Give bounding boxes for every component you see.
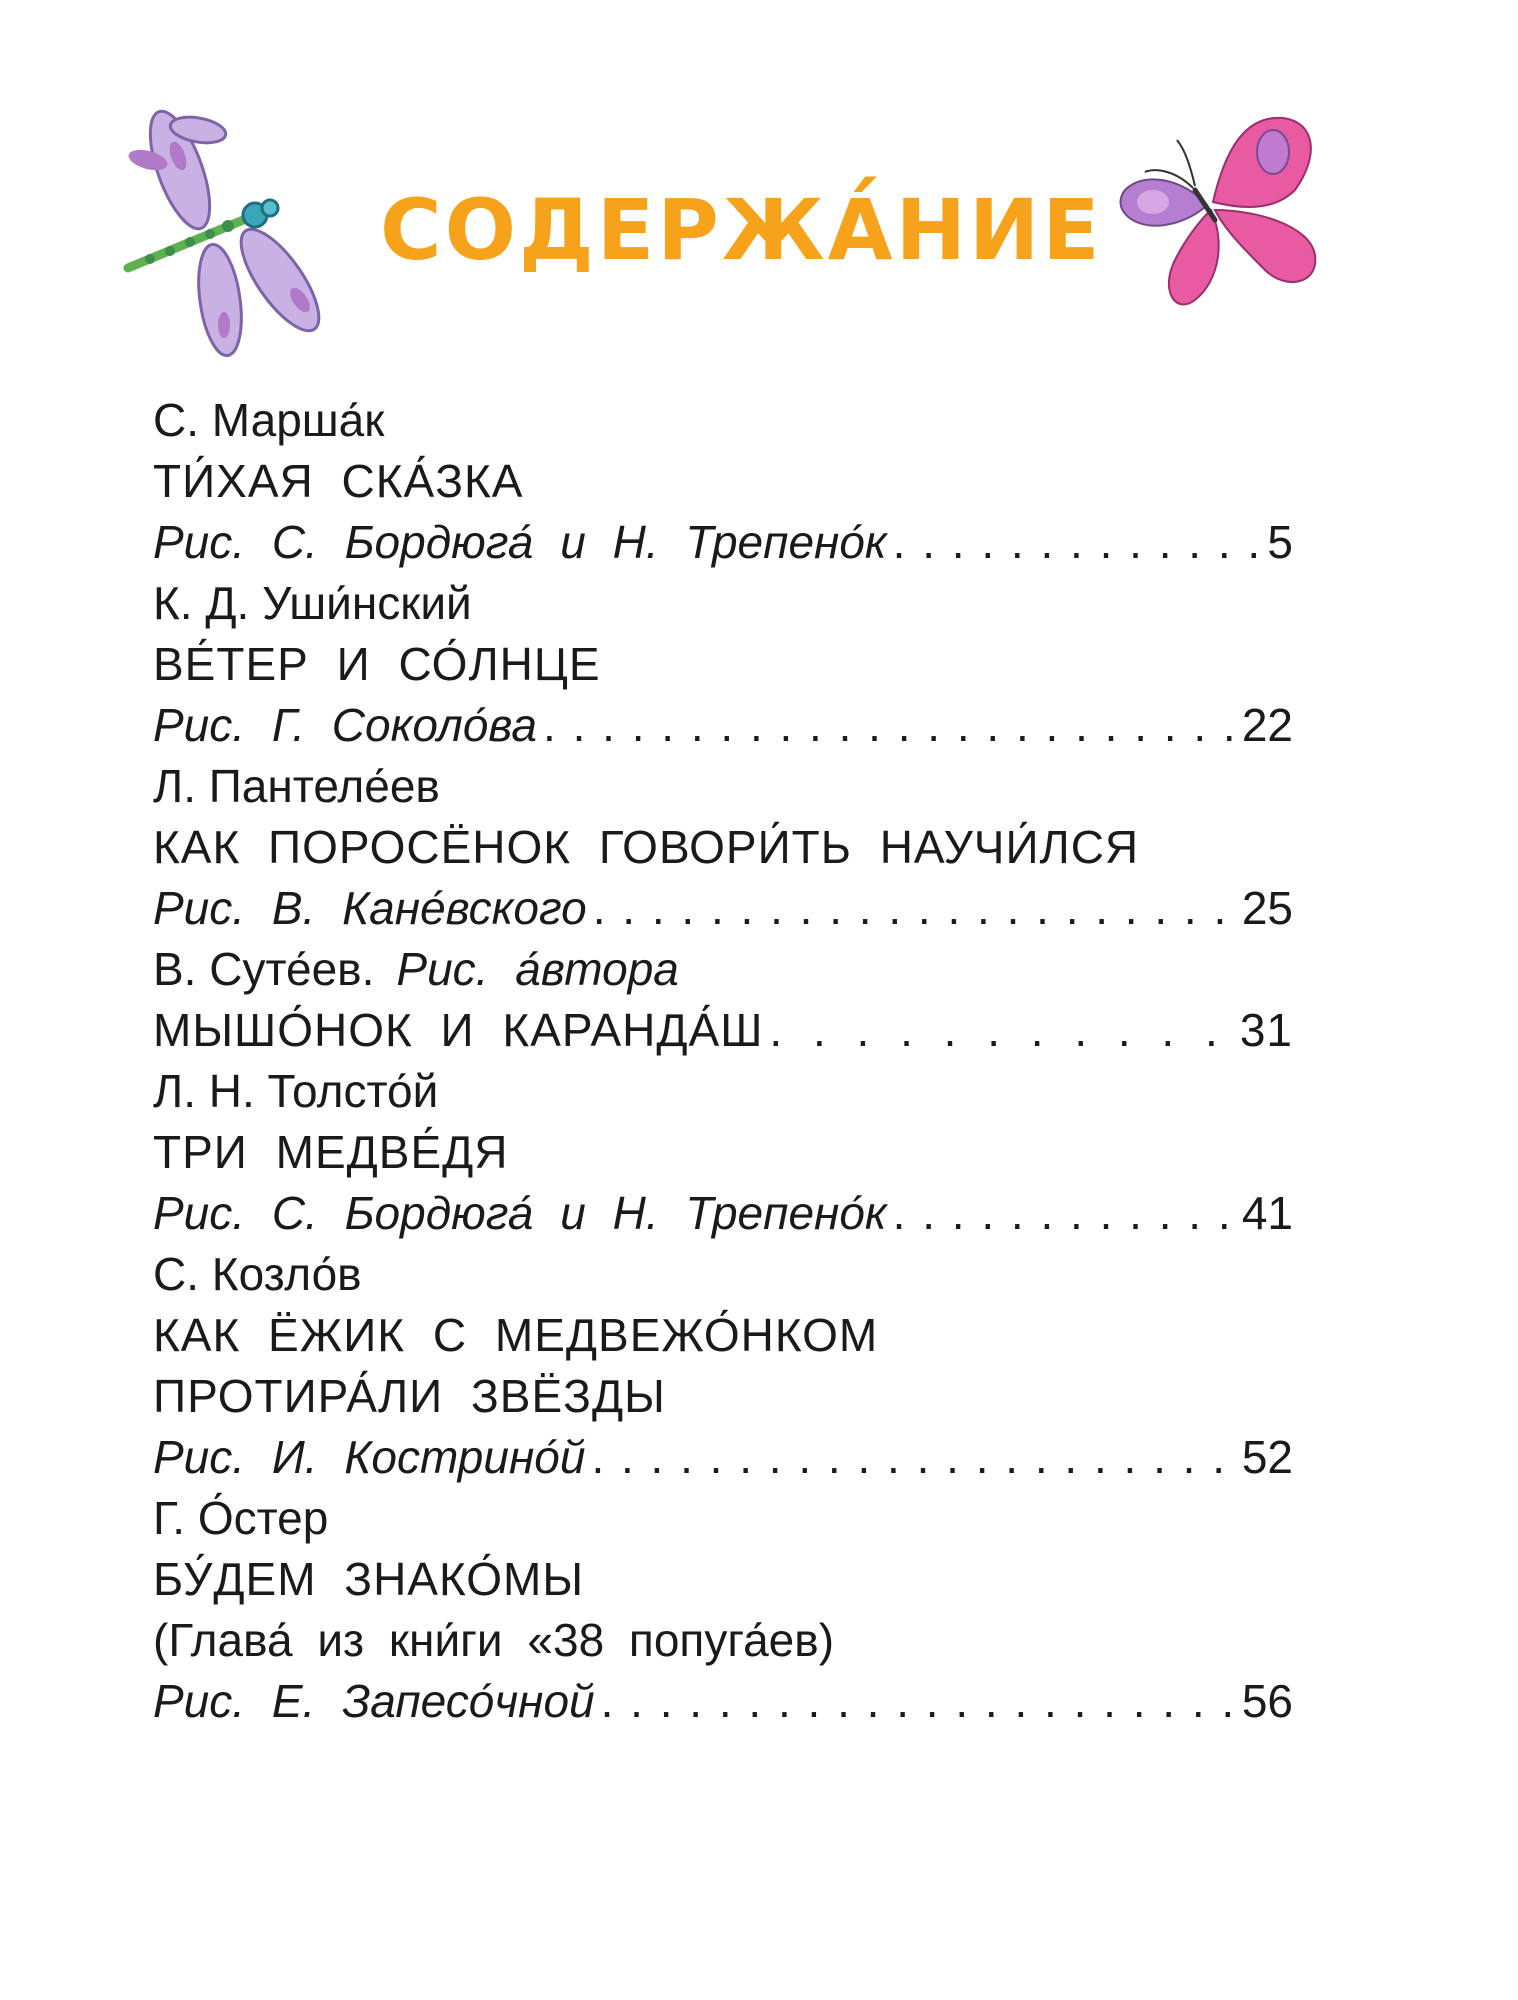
toc-illustrator: Рис. С. Бордюга́ и Н. Трепено́к: [153, 516, 887, 568]
dragonfly-icon: [120, 100, 350, 360]
toc-illustration-line[interactable]: [153, 1183, 1293, 1244]
toc-illustrator: Рис. а́втора: [396, 943, 679, 995]
dot-leader: [591, 1427, 1235, 1488]
toc-author: К. Д. Уши́нский: [153, 577, 472, 629]
dot-leader: [593, 878, 1236, 939]
toc-page-number: 52: [1241, 1431, 1293, 1483]
toc-story-title: МЫШО́НОК И КАРАНДА́Ш: [153, 1004, 764, 1056]
table-of-contents: [153, 390, 1293, 1732]
toc-author-line: [153, 939, 1293, 1000]
toc-illustration-line[interactable]: [153, 695, 1293, 756]
toc-story-title[interactable]: ПРОТИРА́ЛИ ЗВЁЗДЫ: [153, 1370, 666, 1422]
page-header: [0, 0, 1518, 380]
toc-author: Г. О́стер: [153, 1492, 329, 1544]
toc-page-number: 41: [1241, 1187, 1293, 1239]
toc-page-number: 25: [1241, 882, 1293, 934]
dot-leader: [893, 1183, 1236, 1244]
page-title: СОДЕРЖА́НИЕ: [380, 181, 1103, 279]
toc-illustration-line[interactable]: [153, 1671, 1293, 1732]
toc-illustrator: Рис. Е. Запесо́чной: [153, 1675, 595, 1727]
dot-leader: [893, 512, 1262, 573]
dot-leader: [543, 695, 1236, 756]
toc-illustrator: Рис. И. Кострино́й: [153, 1431, 586, 1483]
toc-page-number: 31: [1239, 1004, 1293, 1056]
toc-story-title[interactable]: ТИ́ХАЯ СКА́ЗКА: [153, 455, 524, 507]
toc-illustration-line[interactable]: [153, 878, 1293, 939]
toc-illustrator: Рис. Г. Соколо́ва: [153, 699, 538, 751]
toc-author: Л. Н. Толсто́й: [153, 1065, 439, 1117]
toc-story-title[interactable]: КАК ПОРОСЁНОК ГОВОРИ́ТЬ НАУЧИ́ЛСЯ: [153, 821, 1140, 873]
toc-title-line[interactable]: [153, 1000, 1293, 1061]
toc-author: С. Козло́в: [153, 1248, 362, 1300]
toc-illustrator: Рис. С. Бордюга́ и Н. Трепено́к: [153, 1187, 887, 1239]
butterfly-icon: [1115, 110, 1335, 320]
toc-story-title[interactable]: КАК ЁЖИК С МЕДВЕЖО́НКОМ: [153, 1309, 879, 1361]
toc-author: В. Суте́ев.: [153, 943, 375, 995]
toc-story-title[interactable]: ТРИ МЕДВЕ́ДЯ: [153, 1126, 509, 1178]
toc-note: (Глава́ из кни́ги «38 попуга́ев): [153, 1614, 835, 1666]
toc-author: С. Марша́к: [153, 394, 385, 446]
toc-page-number: 5: [1267, 516, 1293, 568]
toc-illustrator: Рис. В. Кане́вского: [153, 882, 587, 934]
toc-page-number: 22: [1241, 699, 1293, 751]
dot-leader: [601, 1671, 1236, 1732]
toc-illustration-line[interactable]: [153, 1427, 1293, 1488]
toc-story-title[interactable]: БУ́ДЕМ ЗНАКО́МЫ: [153, 1553, 585, 1605]
dot-leader: [769, 1000, 1233, 1061]
toc-illustration-line[interactable]: [153, 512, 1293, 573]
toc-author: Л. Пантеле́ев: [153, 760, 440, 812]
toc-story-title[interactable]: ВЕ́ТЕР И СО́ЛНЦЕ: [153, 638, 601, 690]
toc-page-number: 56: [1241, 1675, 1293, 1727]
